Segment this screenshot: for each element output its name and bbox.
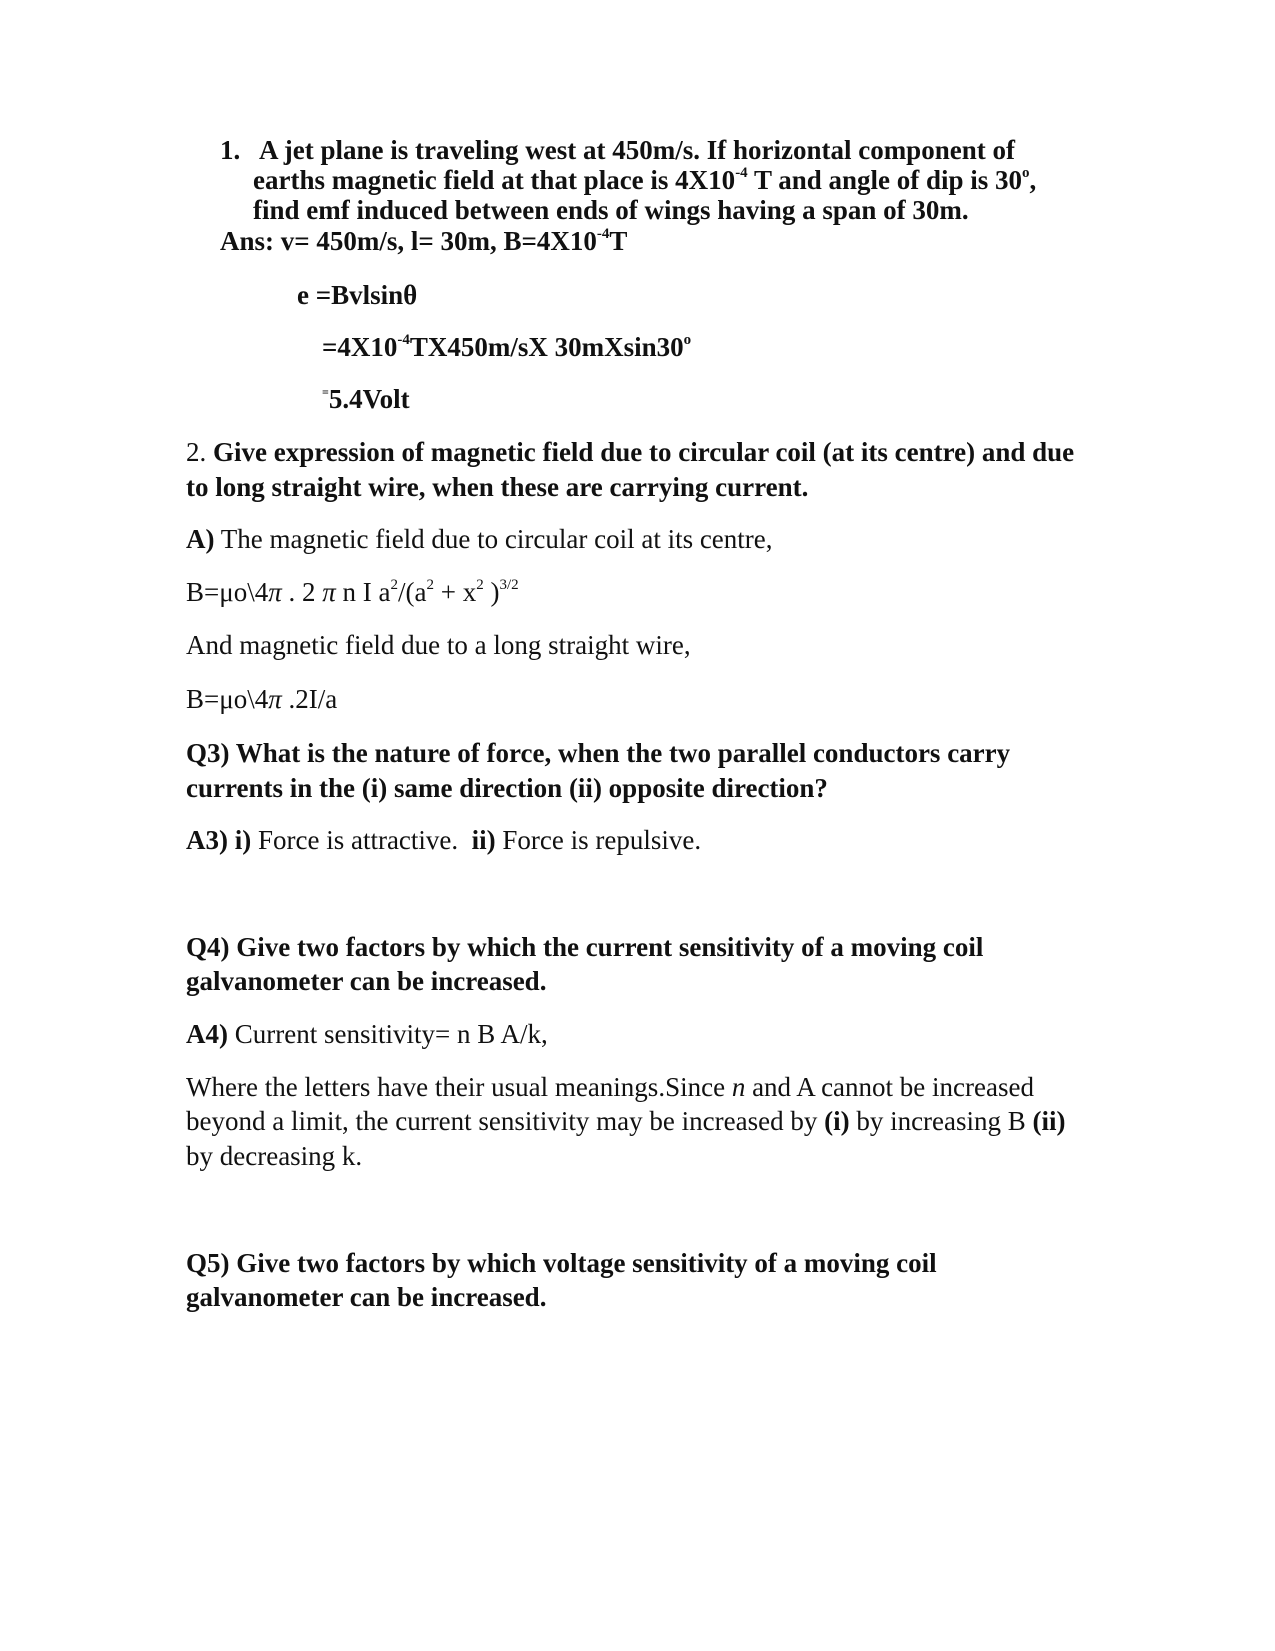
- q1-answer-text: Ans: v= 450m/s, l= 30m, B=4X10: [220, 226, 597, 256]
- q1-line-3: find emf induced between ends of wings having a span of 30m.: [253, 195, 969, 225]
- q5-line-1: Q5) Give two factors by which voltage sensitivity of a moving coil: [186, 1248, 937, 1278]
- q2-line-1: [186, 435, 1074, 469]
- f1-square-1: 2: [390, 577, 399, 593]
- q3-answer-line: [186, 823, 701, 857]
- f1-part-e: + x: [434, 577, 477, 607]
- q4-p2-i: (i): [824, 1106, 850, 1136]
- q1-equation-2: [322, 330, 691, 364]
- q3-answer-label: A3) i): [186, 825, 252, 855]
- q4-answer-line: [186, 1017, 548, 1051]
- q1-eq2-text-b: TX450m/sX 30mXsin30: [409, 332, 684, 362]
- q4-answer-label: A4): [186, 1019, 228, 1049]
- q2-answer-text: The magnetic field due to circular coil at its centre,: [214, 524, 773, 554]
- q1-answer-unit: T: [609, 226, 628, 256]
- q1-equation-1: e =Bvlsinθ: [297, 280, 418, 310]
- f2-pi: π: [268, 684, 282, 714]
- f1-square-2: 2: [426, 577, 434, 593]
- q1-exponent: -4: [735, 165, 748, 181]
- f1-power: 3/2: [499, 577, 519, 593]
- q2-line-2: to long straight wire, when these are carrying current.: [186, 472, 809, 502]
- q4-p1-a: Where the letters have their usual meanings.Since: [186, 1072, 732, 1102]
- f1-part-a: B=μo\4: [186, 577, 269, 607]
- f1-pi-2: π: [322, 577, 336, 607]
- q1-eq2-text-a: =4X10: [322, 332, 398, 362]
- f1-part-c: n I a: [335, 577, 391, 607]
- q4-paragraph-line-1: [186, 1070, 1034, 1104]
- f1-part-f: ): [483, 577, 500, 607]
- q1-line-2: [253, 163, 1036, 197]
- q2-answer-line: [186, 522, 773, 556]
- f1-part-b: . 2: [281, 577, 323, 607]
- q1-degree: o: [1022, 165, 1030, 181]
- q4-p2-ii: (ii): [1032, 1106, 1066, 1136]
- f2-part-a: B=μo\4: [186, 684, 269, 714]
- q3-line-1: Q3) What is the nature of force, when the two parallel conductors carry: [186, 738, 1011, 768]
- q4-paragraph-line-2: [186, 1104, 1066, 1138]
- q1-eq3-value: 5.4Volt: [328, 384, 410, 414]
- q4-p2-a: beyond a limit, the current sensitivity may be increased by: [186, 1106, 825, 1136]
- q4-paragraph-line-3: by decreasing k.: [186, 1141, 363, 1171]
- q1-answer-exponent: -4: [596, 226, 610, 242]
- f2-part-b: .2I/a: [281, 684, 338, 714]
- q4-line-1: Q4) Give two factors by which the current sensitivity of a moving coil: [186, 932, 984, 962]
- q2-number: 2.: [186, 437, 213, 467]
- q1-eq2-exponent: -4: [397, 332, 410, 348]
- q1-equation-3: [322, 382, 410, 421]
- f1-part-d: /(a: [398, 577, 427, 607]
- q4-p1-n: n: [731, 1072, 746, 1102]
- q1-eq2-degree: o: [683, 332, 692, 348]
- q2-text-1: Give expression of magnetic field due to circular coil (at its centre) and due: [213, 437, 1075, 467]
- q1-line-1: [220, 133, 1015, 167]
- q1-text-2c: ,: [1029, 165, 1037, 195]
- q3-answer-2: Force is repulsive.: [495, 825, 702, 855]
- q4-p1-b: and A cannot be increased: [745, 1072, 1034, 1102]
- q3-line-2: currents in the (i) same direction (ii) opposite direction?: [186, 773, 828, 803]
- q2-wire-line: And magnetic field due to a long straight wire,: [186, 630, 691, 660]
- q3-answer-ii-label: ii): [471, 825, 496, 855]
- f1-square-3: 2: [476, 577, 484, 593]
- q5-line-2: galvanometer can be increased.: [186, 1282, 547, 1312]
- q1-text-2a: earths magnetic field at that place is 4X10: [253, 165, 736, 195]
- q4-p2-b: by increasing B: [849, 1106, 1033, 1136]
- q4-answer-text: Current sensitivity= n B A/k,: [228, 1019, 548, 1049]
- q1-text-1: A jet plane is traveling west at 450m/s. If horizontal component of: [259, 135, 1015, 165]
- q2-answer-label: A): [186, 524, 215, 554]
- q2-formula-1: [186, 575, 519, 609]
- q1-eq3-equals: =: [322, 385, 329, 399]
- q1-number: 1.: [220, 135, 241, 165]
- q3-answer-1: Force is attractive.: [251, 825, 472, 855]
- q1-answer-line: [220, 224, 627, 258]
- f1-pi: π: [268, 577, 282, 607]
- q2-formula-2: [186, 682, 337, 716]
- q1-text-2b: T and angle of dip is 30: [747, 165, 1023, 195]
- q4-line-2: galvanometer can be increased.: [186, 966, 547, 996]
